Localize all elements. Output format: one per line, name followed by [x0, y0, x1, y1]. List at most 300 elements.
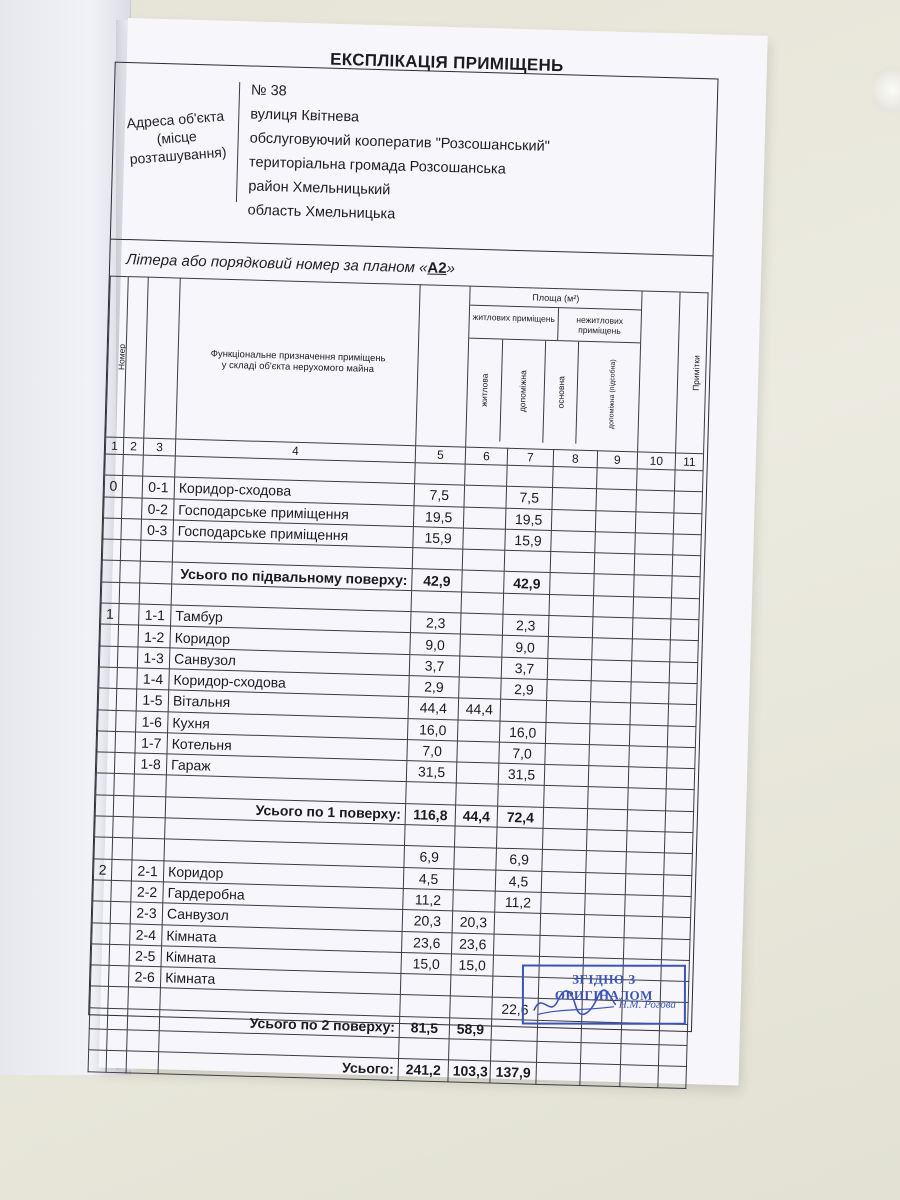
room-group-cell: [116, 689, 137, 711]
nonliving-main-cell: [545, 722, 590, 745]
room-group-cell: [120, 561, 141, 583]
room-number-cell: 0-3: [141, 519, 174, 541]
nonliving-aux-cell: [588, 787, 629, 809]
living-area-cell: 44,4: [458, 698, 501, 720]
notes-cell: [672, 576, 701, 598]
total-area-cell: 31,5: [406, 761, 457, 784]
auxiliary-area-cell: 72,4: [497, 806, 544, 829]
common-use-cell: [630, 703, 669, 725]
room-number-cell: 1-7: [135, 732, 168, 754]
auxiliary-area-cell: [498, 785, 545, 808]
auxiliary-area-cell: 22,6: [492, 997, 539, 1020]
plan-letter-suffix: »: [446, 259, 456, 278]
document-sheet-wrapper: [98, 18, 768, 1107]
room-number-cell: [128, 987, 161, 1009]
document-sheet: [99, 18, 768, 1085]
floor-cell: 2: [93, 859, 112, 881]
room-number-cell: 1-3: [137, 647, 170, 669]
common-use-cell: [637, 469, 676, 491]
notes-cell: [674, 470, 703, 492]
nonliving-main-cell: [547, 658, 592, 681]
room-name-cell: Усього по 2 поверху:: [159, 1009, 400, 1037]
total-area-cell: 7,0: [407, 739, 458, 762]
common-use-cell: [623, 937, 662, 959]
nonliving-main-cell: [552, 488, 597, 511]
room-group-cell: [110, 923, 131, 945]
auxiliary-area-cell: 7,5: [506, 487, 553, 510]
nonliving-aux-cell: [586, 851, 627, 873]
common-use-cell: [632, 618, 671, 640]
nonliving-main-cell: [536, 1063, 581, 1086]
column-number: 4: [175, 439, 415, 463]
common-use-cell: [625, 895, 664, 917]
notes-cell: [668, 704, 697, 726]
auxiliary-area-cell: 2,9: [501, 678, 548, 701]
floor-cell: [89, 1029, 108, 1051]
room-name-cell: Гараж: [166, 754, 407, 782]
nonliving-main-cell: [548, 616, 593, 639]
nonliving-main-cell: [544, 765, 589, 788]
notes-cell: [666, 768, 695, 790]
nonliving-aux-cell: [592, 638, 633, 660]
room-name-cell: Кімната: [162, 924, 403, 952]
room-number-cell: [132, 838, 165, 860]
room-number-cell: 1-1: [139, 604, 172, 626]
nonliving-main-cell: [550, 573, 595, 596]
floor-cell: [92, 901, 111, 923]
total-area-cell: [406, 782, 457, 805]
nonliving-aux-cell: [593, 596, 634, 618]
living-area-cell: [453, 890, 496, 912]
nonliving-aux-cell: [594, 574, 635, 596]
room-number-cell: [140, 562, 173, 584]
room-name-cell: Коридор: [170, 626, 411, 654]
floor-cell: [89, 1008, 108, 1030]
living-area-cell: 44,4: [455, 805, 498, 827]
notes-cell: [663, 896, 692, 918]
auxiliary-area-cell: 16,0: [499, 721, 546, 744]
header-living-aux: допоміжна: [500, 340, 546, 443]
living-area-cell: [464, 485, 507, 507]
address-lines: [247, 78, 551, 230]
living-area-cell: [456, 762, 499, 784]
room-group-cell: [119, 582, 140, 604]
room-name-cell: Санвузол: [162, 903, 403, 931]
nonliving-aux-cell: [588, 766, 629, 788]
header-function: Функціональне призначення приміщень у складі об'єкта нерухомого майна: [176, 278, 420, 446]
notes-cell: [669, 662, 698, 684]
column-number: 8: [553, 450, 597, 468]
notes-cell: [661, 938, 690, 960]
room-number-cell: 0-2: [142, 498, 175, 520]
total-area-cell: [400, 974, 451, 997]
room-number-cell: [140, 540, 173, 562]
common-use-cell: [627, 810, 666, 832]
common-use-cell: [634, 575, 673, 597]
nonliving-main-cell: [551, 530, 596, 553]
room-number-cell: 2-5: [129, 945, 162, 967]
room-number-cell: 1-8: [134, 753, 167, 775]
address-number: № 38: [250, 82, 287, 100]
auxiliary-area-cell: 2,3: [502, 614, 549, 637]
notes-cell: [667, 725, 696, 747]
living-area-cell: [460, 613, 503, 635]
total-area-cell: 20,3: [402, 910, 453, 933]
common-use-cell: [620, 1044, 659, 1066]
living-area-cell: [459, 656, 502, 678]
floor-cell: [97, 731, 116, 753]
room-name-cell: Тамбур: [171, 605, 412, 633]
room-name-cell: Вітальня: [168, 690, 409, 718]
living-area-cell: [459, 677, 502, 699]
common-use-cell: [635, 511, 674, 533]
room-name-cell: Усього:: [158, 1052, 399, 1080]
auxiliary-area-cell: [494, 912, 541, 935]
room-number-cell: [134, 774, 167, 796]
nonliving-aux-cell: [586, 830, 627, 852]
common-use-cell: [628, 767, 667, 789]
room-group-cell: [106, 1051, 127, 1073]
total-area-cell: 11,2: [403, 888, 454, 911]
room-group-cell: [119, 604, 140, 626]
header-living-group: житлових приміщень: [469, 306, 559, 340]
common-use-cell: [631, 660, 670, 682]
room-group-cell: [117, 646, 138, 668]
floor-cell: [102, 560, 121, 582]
room-group-cell: [121, 518, 142, 540]
room-group-cell: [120, 540, 141, 562]
nonliving-aux-cell: [595, 510, 636, 532]
auxiliary-area-cell: [491, 1040, 538, 1063]
common-use-cell: [631, 682, 670, 704]
room-name-cell: Котельня: [167, 733, 408, 761]
room-group-cell: [111, 859, 132, 881]
common-use-cell: [621, 1022, 660, 1044]
auxiliary-area-cell: 31,5: [498, 763, 545, 786]
stamp-signatory: Н.М. Рогова: [618, 998, 676, 1011]
nonliving-aux-cell: [597, 468, 638, 490]
living-area-cell: [454, 847, 497, 869]
floor-cell: [96, 752, 115, 774]
room-group-cell: [112, 838, 133, 860]
common-use-cell: [632, 639, 671, 661]
total-area-cell: [399, 1037, 450, 1060]
floor-cell: [99, 667, 118, 689]
total-area-cell: 15,9: [413, 527, 464, 550]
living-area-cell: 23,6: [451, 932, 494, 954]
floor-cell: 0: [104, 475, 123, 497]
floor-cell: [99, 646, 118, 668]
total-area-cell: 44,4: [408, 697, 459, 720]
total-area-cell: 9,0: [410, 633, 461, 656]
notes-cell: [664, 832, 693, 854]
header-nonliving-main: основна: [543, 341, 579, 444]
nonliving-main-cell: [551, 509, 596, 532]
floor-cell: [90, 965, 109, 987]
room-group-cell: [107, 1008, 128, 1030]
common-use-cell: [635, 533, 674, 555]
nonliving-main-cell: [550, 552, 595, 575]
room-name-cell: Кімната: [161, 946, 402, 974]
header-room-number: [144, 277, 180, 439]
nonliving-main-cell: [542, 828, 587, 851]
room-number-cell: [133, 817, 166, 839]
header-floor: Номер: [106, 276, 128, 437]
total-area-cell: [412, 548, 463, 571]
room-number-cell: [127, 1009, 160, 1031]
common-use-cell: [624, 916, 663, 938]
nonliving-main-cell: [553, 467, 598, 490]
column-number: 7: [507, 448, 553, 466]
living-area-cell: [449, 1039, 492, 1061]
room-group-cell: [116, 710, 137, 732]
notes-cell: [662, 917, 691, 939]
header-notes: Примітки: [676, 292, 708, 454]
address-community: територіальна громада Розсошанська: [248, 154, 506, 178]
background-object: [872, 60, 900, 120]
floor-cell: [95, 816, 114, 838]
floor-cell: [104, 497, 123, 519]
total-area-cell: 23,6: [402, 931, 453, 954]
floor-cell: [98, 688, 117, 710]
nonliving-main-cell: [544, 786, 589, 809]
floor-cell: [96, 773, 115, 795]
room-group-cell: [113, 816, 134, 838]
total-area-cell: 42,9: [412, 569, 463, 592]
common-use-cell: [634, 554, 673, 576]
living-area-cell: 103,3: [448, 1060, 491, 1082]
total-area-cell: 116,8: [405, 803, 456, 826]
plan-letter-prefix: Літера або порядковий номер за планом «: [126, 251, 428, 277]
notes-cell: [670, 619, 699, 641]
living-area-cell: [463, 528, 506, 550]
total-area-cell: [404, 825, 455, 848]
room-number-cell: 2-3: [130, 902, 163, 924]
room-name-cell: Гардеробна: [163, 882, 404, 910]
common-use-cell: [629, 746, 668, 768]
floor-cell: [100, 624, 119, 646]
room-group-cell: [114, 753, 135, 775]
auxiliary-area-cell: 4,5: [495, 870, 542, 893]
room-number-cell: 2-2: [131, 881, 164, 903]
auxiliary-area-cell: [500, 699, 547, 722]
nonliving-aux-cell: [587, 808, 628, 830]
total-area-cell: 19,5: [413, 505, 464, 528]
room-number-cell: [127, 1030, 160, 1052]
nonliving-aux-cell: [580, 1043, 621, 1065]
room-name-cell: Коридор-сходова: [169, 669, 410, 697]
address-street: вулиця Квітнева: [250, 106, 360, 126]
nonliving-aux-cell: [592, 617, 633, 639]
nonliving-main-cell: [548, 637, 593, 660]
nonliving-main-cell: [545, 743, 590, 766]
notes-cell: [669, 683, 698, 705]
living-area-cell: [457, 720, 500, 742]
plan-letter-value: А2: [427, 259, 447, 277]
nonliving-aux-cell: [594, 553, 635, 575]
auxiliary-area-cell: 15,9: [505, 529, 552, 552]
nonliving-main-cell: [542, 850, 587, 873]
column-number: 6: [465, 447, 507, 465]
address-label-box: [114, 79, 240, 202]
address-district: район Хмельницький: [248, 178, 391, 199]
room-number-cell: 2-4: [130, 923, 163, 945]
room-group-cell: [117, 667, 138, 689]
column-number: 10: [637, 452, 675, 470]
room-name-cell: Коридор-сходова: [174, 477, 415, 505]
room-group-cell: [123, 455, 144, 477]
living-area-cell: [453, 869, 496, 891]
header-nonliving-aux: допоміжна (підсобна): [608, 358, 618, 429]
auxiliary-area-cell: 9,0: [502, 636, 549, 659]
notes-cell: [670, 640, 699, 662]
nonliving-aux-cell: [589, 723, 630, 745]
total-area-cell: 16,0: [407, 718, 458, 741]
auxiliary-area-cell: 7,0: [499, 742, 546, 765]
common-use-cell: [620, 1065, 659, 1087]
room-number-cell: 1-4: [137, 668, 170, 690]
living-area-cell: [463, 507, 506, 529]
notes-cell: [659, 1023, 688, 1045]
room-group-cell: [122, 476, 143, 498]
room-number-cell: 1-5: [136, 689, 169, 711]
room-number-cell: 2-6: [128, 966, 161, 988]
notes-cell: [671, 598, 700, 620]
nonliving-main-cell: [547, 679, 592, 702]
room-name-cell: Кімната: [160, 967, 401, 995]
stamp-title: ЗГІДНО З ОРИГІНАЛОМ: [554, 971, 653, 1003]
floor-cell: [95, 795, 114, 817]
table-header-row: [106, 276, 708, 454]
notes-cell: [666, 789, 695, 811]
room-group-cell: [122, 497, 143, 519]
notes-cell: [673, 513, 702, 535]
common-use-cell: [625, 873, 664, 895]
floor-cell: [90, 986, 109, 1008]
auxiliary-area-cell: 19,5: [505, 508, 552, 531]
nonliving-main-cell: [539, 935, 584, 958]
auxiliary-area-cell: 137,9: [490, 1061, 537, 1084]
room-group-cell: [113, 795, 134, 817]
room-group-cell: [114, 774, 135, 796]
total-area-cell: 2,3: [410, 612, 461, 635]
header-common-use: [638, 291, 680, 453]
auxiliary-area-cell: 6,9: [496, 848, 543, 871]
nonliving-main-cell: [541, 892, 586, 915]
common-use-cell: [626, 831, 665, 853]
living-area-cell: [460, 634, 503, 656]
nonliving-main-cell: [541, 871, 586, 894]
total-area-cell: 4,5: [403, 867, 454, 890]
floor-cell: 1: [101, 603, 120, 625]
total-area-cell: [411, 590, 462, 613]
document-frame: [88, 62, 718, 1082]
nonliving-main-cell: [540, 914, 585, 937]
room-name-cell: Усього по 1 поверху:: [165, 797, 406, 825]
total-area-cell: 3,7: [409, 654, 460, 677]
room-name-cell: Коридор: [163, 860, 404, 888]
living-area-cell: [456, 783, 499, 805]
header-area-group: Площа (м²) житлових приміщень нежитлових приміщень житлова допоміжна основна допоміжна (підсобна): [466, 286, 642, 452]
room-name-cell: Кухня: [168, 711, 409, 739]
header-living-main: житлова: [466, 339, 503, 442]
nonliving-main-cell: [546, 701, 591, 724]
auxiliary-area-cell: [493, 934, 540, 957]
nonliving-aux-cell: [595, 532, 636, 554]
nonliving-aux-cell: [591, 681, 632, 703]
address-label: Адреса об'єкта (місце розташування): [125, 107, 227, 168]
room-number-cell: 1-6: [136, 711, 169, 733]
living-area-cell: [457, 741, 500, 763]
room-group-cell: [115, 731, 136, 753]
total-area-cell: [415, 463, 466, 486]
nonliving-main-cell: [536, 1041, 581, 1064]
room-name-cell: Господарське приміщення: [174, 499, 415, 527]
room-number-cell: 2-1: [131, 860, 164, 882]
room-number-cell: [139, 583, 172, 605]
common-use-cell: [629, 724, 668, 746]
nonliving-aux-cell: [583, 936, 624, 958]
living-area-cell: [462, 549, 505, 571]
address-region: область Хмельницька: [247, 202, 396, 223]
room-name-cell: Санвузол: [169, 648, 410, 676]
nonliving-aux-cell: [584, 915, 625, 937]
notes-cell: [665, 811, 694, 833]
column-number: 9: [597, 451, 637, 469]
notes-cell: [658, 1045, 687, 1067]
auxiliary-area-cell: [503, 593, 550, 616]
room-group-cell: [110, 902, 131, 924]
nonliving-aux-cell: [590, 702, 631, 724]
floor-cell: [103, 518, 122, 540]
header-nonliving-group: нежитлових приміщень: [576, 314, 624, 336]
common-use-cell: [633, 597, 672, 619]
floor-cell: [91, 944, 110, 966]
column-number: 3: [143, 438, 175, 456]
room-group-cell: [109, 944, 130, 966]
plan-letter-line: [126, 251, 455, 277]
room-group-cell: [111, 880, 132, 902]
floor-cell: [98, 709, 117, 731]
room-number-cell: [143, 455, 176, 477]
floor-cell: [93, 880, 112, 902]
column-number: 5: [415, 446, 465, 464]
nonliving-aux-cell: [596, 489, 637, 511]
room-group-cell: [108, 987, 129, 1009]
nonliving-aux-cell: [585, 894, 626, 916]
common-use-cell: [626, 852, 665, 874]
notes-cell: [664, 853, 693, 875]
address-cooperative: обслуговуючий кооператив "Розсошанський": [249, 130, 551, 155]
total-area-cell: 7,5: [414, 484, 465, 507]
auxiliary-area-cell: [507, 465, 554, 488]
nonliving-aux-cell: [589, 745, 630, 767]
nonliving-aux-cell: [591, 659, 632, 681]
header-total-area: [416, 285, 470, 447]
total-area-cell: 81,5: [399, 1016, 450, 1039]
total-area-cell: 241,2: [398, 1059, 449, 1082]
nonliving-main-cell: [543, 807, 588, 830]
notes-cell: [674, 491, 703, 513]
notes-cell: [658, 1066, 687, 1088]
auxiliary-area-cell: 11,2: [495, 891, 542, 914]
floor-cell: [102, 539, 121, 561]
room-name-cell: Господарське приміщення: [173, 520, 414, 548]
document-title: ЕКСПЛІКАЦІЯ ПРИМІЩЕНЬ: [329, 49, 564, 76]
living-area-cell: [454, 826, 497, 848]
auxiliary-area-cell: 42,9: [504, 572, 551, 595]
floor-cell: [88, 1050, 107, 1072]
